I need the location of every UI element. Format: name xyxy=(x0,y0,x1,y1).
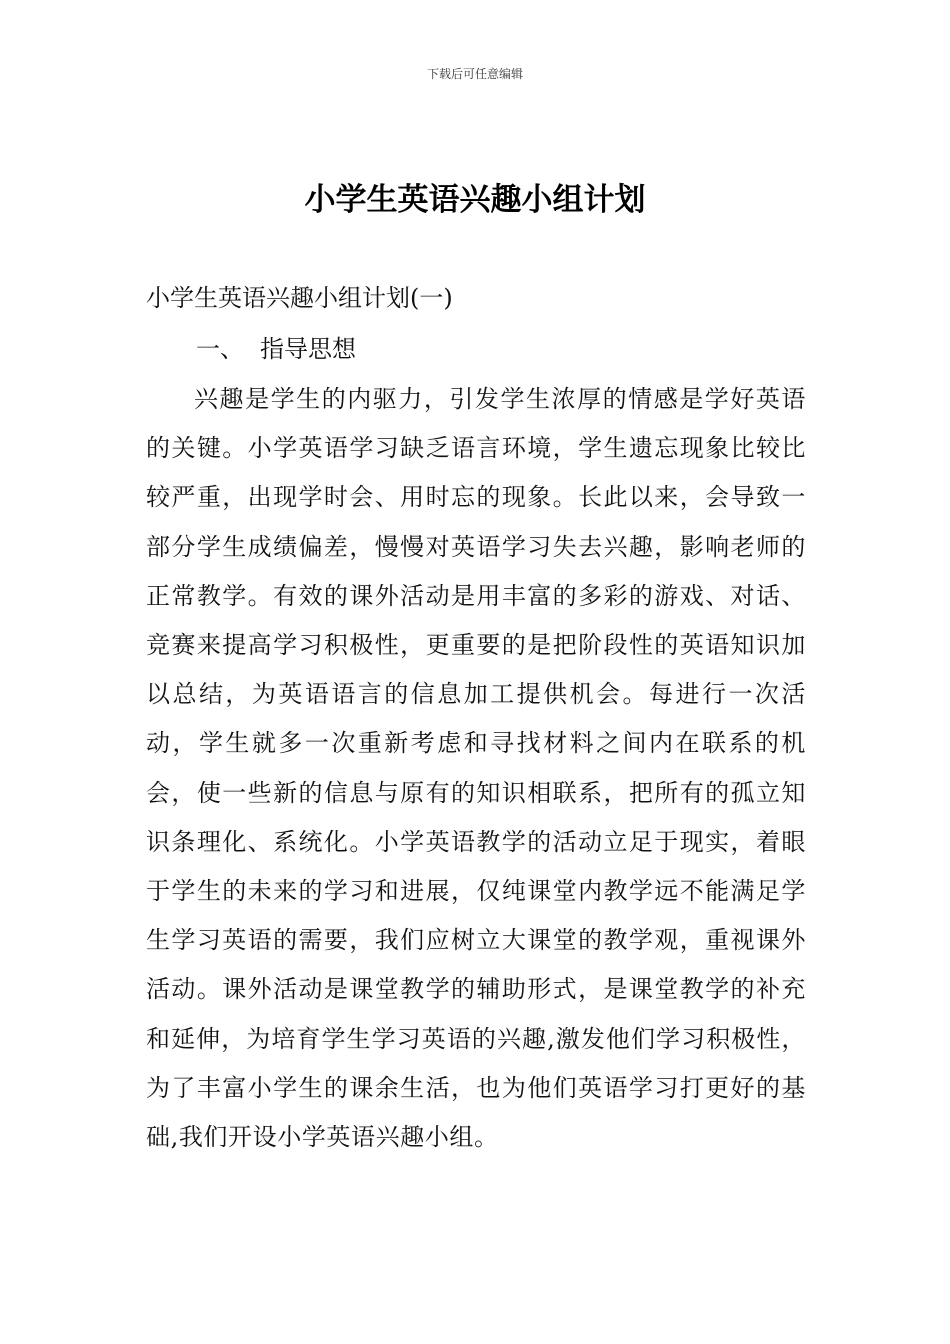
document-title: 小学生英语兴趣小组计划 xyxy=(304,182,646,218)
section-heading-text: 指导思想 xyxy=(260,335,356,363)
section-heading xyxy=(196,331,356,367)
header-note: 下载后可任意编辑 xyxy=(426,67,523,81)
body-paragraph: 兴趣是学生的内驱力，引发学生浓厚的情感是学好英语的关键。小学英语学习缺乏语言环境，学生遗忘现象比较比较严重，出现学时会、用时忘的现象。长此以来，会导致一部分学生成绩偏差，慢慢对英语学习失去兴趣，影响老师的正常教学。有效的课外活动是用丰富的多彩的游戏、对话、竞赛来提高学习积极性，更重要的是把阶段性的英语知识加以总结，为英语语言的信息加工提供机会。每进行一次活动，学生就多一次重新考虑和寻找材料之间内在联系的机会，使一些新的信息与原有的知识相联系，把所有的孤立知识条理化、系统化。小学英语教学的活动立足于现实，着眼于学生的未来的学习和进展，仅纯课堂内教学远不能满足学生学习英语的需要，我们应树立大课堂的教学观，重视课外活动。课外活动是课堂教学的辅助形式，是课堂教学的补充和延伸，为培育学生学习英语的兴趣,激发他们学习积极性，为了丰富小学生的课余生活，也为他们英语学习打更好的基础,我们开设小学英语兴趣小组。 xyxy=(146,385,806,1152)
document-subtitle: 小学生英语兴趣小组计划(一) xyxy=(146,284,453,312)
section-number: 一、 xyxy=(196,335,244,363)
